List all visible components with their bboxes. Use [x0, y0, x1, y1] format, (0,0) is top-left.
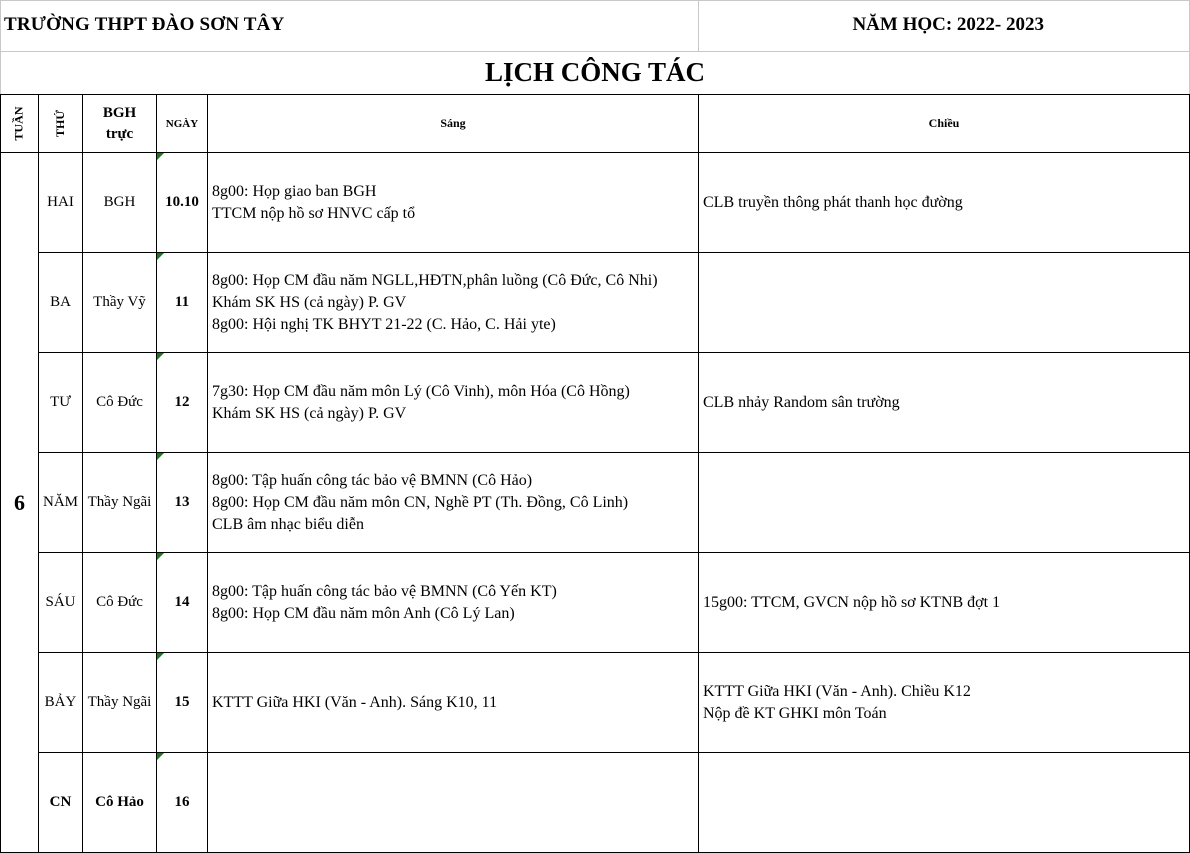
cell-comment-marker [157, 453, 164, 460]
school-name: TRƯỜNG THPT ĐÀO SƠN TÂY [4, 14, 285, 35]
cell-sang [208, 453, 698, 552]
cell-comment-marker [157, 553, 164, 560]
cell-ngay: 13 [174, 494, 190, 510]
cell-chieu [699, 653, 1189, 752]
cell-thu: TƯ [50, 394, 71, 410]
header-thu-label: THỨ [52, 110, 67, 137]
cell-bgh: Thầy Ngãi [87, 494, 152, 510]
cell-bgh: Cô Đức [96, 394, 143, 410]
sang-entry: 7g30: Họp CM đầu năm môn Lý (Cô Vinh), môn Hóa (Cô Hồng) [212, 382, 630, 400]
cell-sang [208, 753, 698, 852]
cell-chieu [699, 253, 1189, 352]
sang-entry: 8g00: Tập huấn công tác bảo vệ BMNN (Cô Yến KT) [212, 582, 557, 600]
sang-entry: KTTT Giữa HKI (Văn - Anh). Sáng K10, 11 [212, 693, 498, 711]
cell-sang [208, 153, 698, 252]
sang-entry: TTCM nộp hồ sơ HNVC cấp tổ [212, 204, 416, 222]
header-tuan [0, 95, 38, 152]
sang-entry: 8g00: Tập huấn công tác bảo vệ BMNN (Cô Hảo) [212, 471, 533, 489]
page-title: LỊCH CÔNG TÁC [484, 57, 706, 87]
sang-entry: 8g00: Họp CM đầu năm NGLL,HĐTN,phân luồng (Cô Đức, Cô Nhi) [212, 271, 658, 289]
cell-comment-marker [157, 153, 164, 160]
header-ngay: NGÀY [165, 117, 199, 130]
cell-bgh: Thầy Ngãi [87, 694, 152, 710]
sang-entry: 8g00: Họp CM đầu năm môn CN, Nghề PT (Th. Đồng, Cô Linh) [212, 493, 629, 511]
sang-entry: Khám SK HS (cả ngày) P. GV [212, 404, 407, 422]
cell-thu: HAI [47, 194, 74, 210]
cell-bgh: Cô Đức [96, 594, 143, 610]
cell-bgh: BGH [103, 194, 136, 210]
cell-ngay: 15 [174, 694, 190, 710]
chieu-entry: KTTT Giữa HKI (Văn - Anh). Chiều K12 [703, 682, 971, 700]
cell-thu: NĂM [42, 494, 78, 510]
cell-sang [208, 253, 698, 352]
cell-ngay: 11 [174, 294, 190, 310]
sang-entry: CLB âm nhạc biểu diễn [212, 515, 364, 533]
cell-ngay: 10.10 [165, 194, 199, 210]
cell-ngay: 12 [174, 394, 190, 410]
chieu-entry: CLB truyền thông phát thanh học đường [703, 193, 963, 211]
cell-ngay: 16 [174, 794, 190, 810]
cell-sang [208, 553, 698, 652]
cell-comment-marker [157, 253, 164, 260]
header-bgh: BGH trực [102, 104, 137, 142]
cell-thu: CN [49, 794, 72, 810]
sang-entry: Khám SK HS (cả ngày) P. GV [212, 293, 407, 311]
header-sang: Sáng [440, 116, 466, 130]
cell-comment-marker [157, 753, 164, 760]
cell-sang [208, 653, 698, 752]
sang-entry: 8g00: Họp CM đầu năm môn Anh (Cô Lý Lan) [212, 604, 515, 622]
cell-chieu [699, 553, 1189, 652]
cell-chieu [699, 753, 1189, 852]
chieu-entry: 15g00: TTCM, GVCN nộp hồ sơ KTNB đợt 1 [703, 593, 1001, 611]
header-thu [39, 95, 82, 152]
cell-bgh: Cô Hảo [95, 794, 144, 810]
sang-entry: 8g00: Họp giao ban BGH [212, 182, 377, 200]
school-year: NĂM HỌC: 2022- 2023 [852, 14, 1044, 35]
header-chieu: Chiều [928, 116, 960, 130]
chieu-entry: CLB nhảy Random sân trường [703, 393, 900, 411]
cell-bgh: Thầy Vỹ [93, 294, 146, 310]
cell-chieu [699, 353, 1189, 452]
cell-comment-marker [157, 653, 164, 660]
week-number: 6 [14, 489, 25, 515]
chieu-entry: Nộp đề KT GHKI môn Toán [703, 704, 887, 722]
cell-thu: BA [50, 294, 71, 310]
cell-thu: SÁU [45, 594, 76, 610]
cell-chieu [699, 153, 1189, 252]
cell-chieu [699, 453, 1189, 552]
header-tuan-label: TUẦN [11, 106, 26, 141]
sang-entry: 8g00: Hội nghị TK BHYT 21-22 (C. Hảo, C. Hải yte) [212, 315, 556, 333]
cell-comment-marker [157, 353, 164, 360]
cell-ngay: 14 [174, 594, 190, 610]
cell-sang [208, 353, 698, 452]
cell-thu: BẢY [44, 694, 77, 710]
